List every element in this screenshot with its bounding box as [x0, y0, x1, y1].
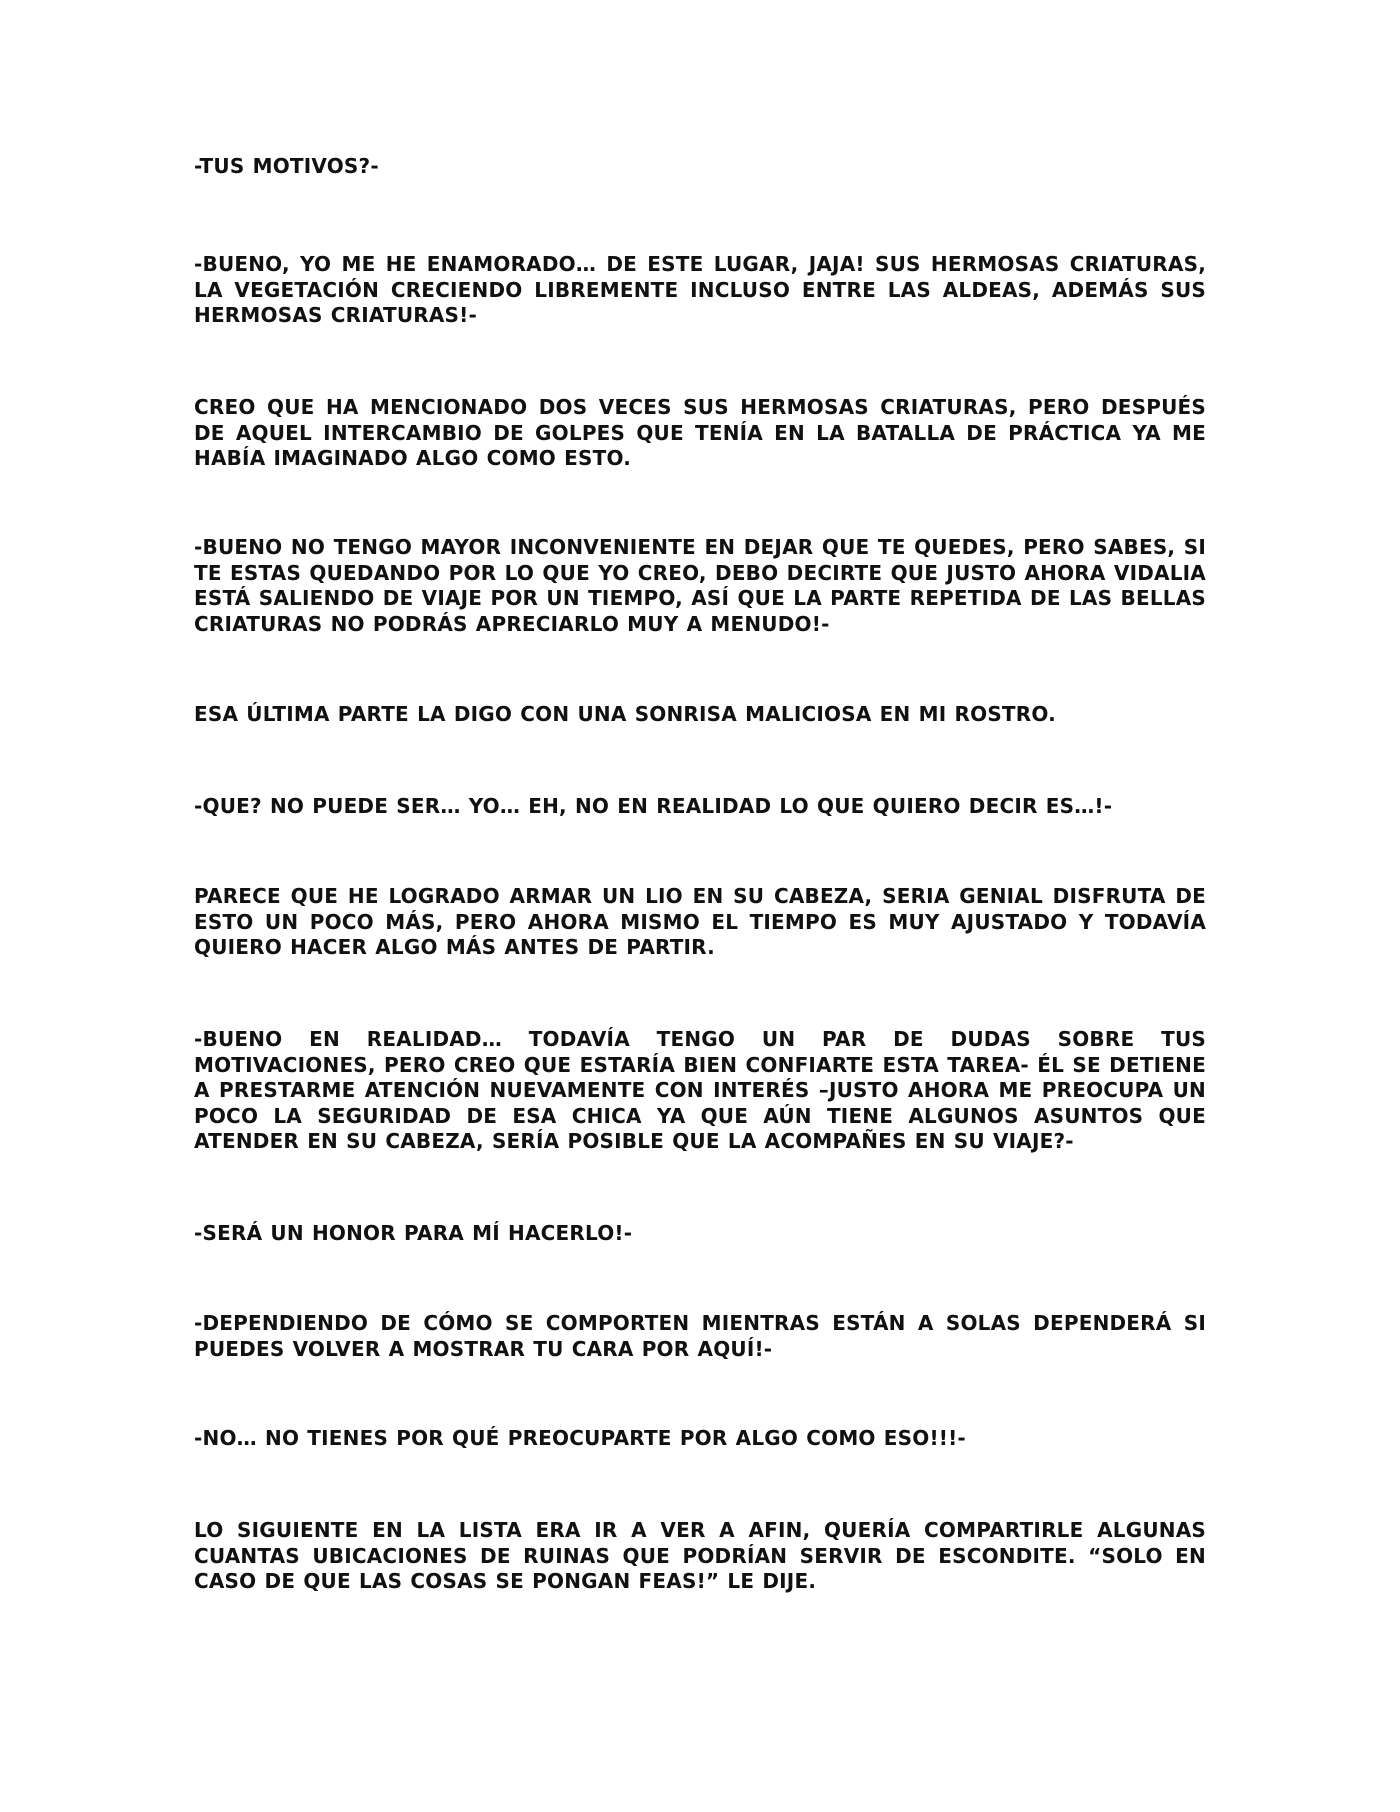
paragraph: -TUS MOTIVOS?-: [194, 154, 379, 178]
paragraph: -BUENO NO TENGO MAYOR INCONVENIENTE EN DEJAR QUE TE QUEDES, PERO SABES, SI TE ESTAS QUEDANDO POR LO QUE YO CREO, DEBO DECIRTE QUE JUSTO AHORA VIDALIA ESTÁ SALIENDO DE VIAJE POR UN TIEMPO, ASÍ QUE LA PARTE REPETIDA DE LAS BELLAS CRIATURAS NO PODRÁS APRECIARLO MUY A MENUDO!-: [194, 535, 1206, 636]
paragraph: ESA ÚLTIMA PARTE LA DIGO CON UNA SONRISA MALICIOSA EN MI ROSTRO.: [194, 702, 1056, 726]
paragraph: -DEPENDIENDO DE CÓMO SE COMPORTEN MIENTRAS ESTÁN A SOLAS DEPENDERÁ SI PUEDES VOLVER A MOSTRAR TU CARA POR AQUÍ!-: [194, 1311, 1206, 1361]
paragraph: -NO… NO TIENES POR QUÉ PREOCUPARTE POR ALGO COMO ESO!!!-: [194, 1426, 966, 1450]
paragraph: LO SIGUIENTE EN LA LISTA ERA IR A VER A AFIN, QUERÍA COMPARTIRLE ALGUNAS CUANTAS UBICACIONES DE RUINAS QUE PODRÍAN SERVIR DE ESCONDITE. “SOLO EN CASO DE QUE LAS COSAS SE PONGAN FEAS!” LE DIJE.: [194, 1518, 1206, 1593]
paragraph: -BUENO EN REALIDAD… TODAVÍA TENGO UN PAR DE DUDAS SOBRE TUS MOTIVACIONES, PERO CREO QUE ESTARÍA BIEN CONFIARTE ESTA TAREA- ÉL SE DETIENE A PRESTARME ATENCIÓN NUEVAMENTE CON INTERÉS –JUSTO AHORA ME PREOCUPA UN POCO LA SEGURIDAD DE ESA CHICA YA QUE AÚN TIENE ALGUNOS ASUNTOS QUE ATENDER EN SU CABEZA, SERÍA POSIBLE QUE LA ACOMPAÑES EN SU VIAJE?-: [194, 1027, 1206, 1153]
paragraph: CREO QUE HA MENCIONADO DOS VECES SUS HERMOSAS CRIATURAS, PERO DESPUÉS DE AQUEL INTERCAMBIO DE GOLPES QUE TENÍA EN LA BATALLA DE PRÁCTICA YA ME HABÍA IMAGINADO ALGO COMO ESTO.: [194, 395, 1206, 470]
paragraph: -BUENO, YO ME HE ENAMORADO… DE ESTE LUGAR, JAJA! SUS HERMOSAS CRIATURAS, LA VEGETACIÓN CRECIENDO LIBREMENTE INCLUSO ENTRE LAS ALDEAS, ADEMÁS SUS HERMOSAS CRIATURAS!-: [194, 252, 1206, 327]
paragraph: PARECE QUE HE LOGRADO ARMAR UN LIO EN SU CABEZA, SERIA GENIAL DISFRUTA DE ESTO UN POCO MÁS, PERO AHORA MISMO EL TIEMPO ES MUY AJUSTADO Y TODAVÍA QUIERO HACER ALGO MÁS ANTES DE PARTIR.: [194, 884, 1206, 959]
paragraph: -SERÁ UN HONOR PARA MÍ HACERLO!-: [194, 1221, 633, 1245]
paragraph: -QUE? NO PUEDE SER… YO… EH, NO EN REALIDAD LO QUE QUIERO DECIR ES…!-: [194, 794, 1113, 818]
